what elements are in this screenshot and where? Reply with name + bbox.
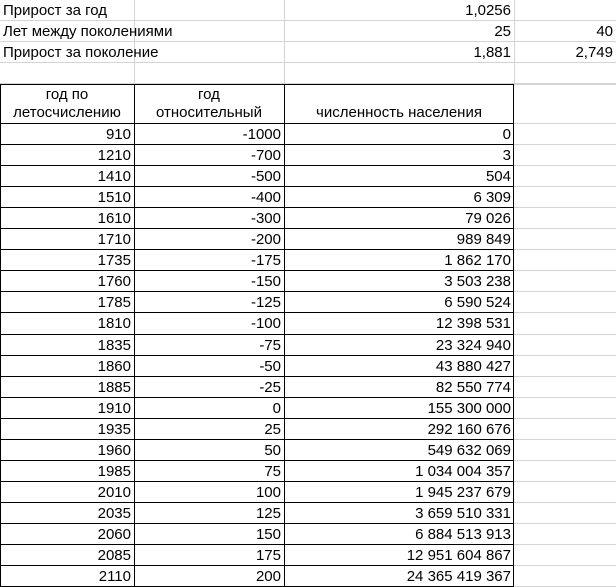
cell-population[interactable]: 43 880 427 (435, 358, 511, 375)
table-border-h (0, 249, 514, 250)
cell-relative-year[interactable]: 100 (255, 484, 281, 501)
table-border-h (0, 334, 514, 335)
gridline-h (514, 523, 616, 524)
table-border-v (284, 84, 285, 587)
table-border-h (0, 460, 514, 461)
cell-population[interactable]: 3 (502, 147, 511, 164)
table-border-h (0, 123, 514, 124)
column-header-year[interactable] (0, 86, 134, 124)
table-border-v (134, 84, 135, 587)
cell-population[interactable]: 24 365 419 367 (406, 568, 511, 585)
param-value[interactable]: 1,881 (473, 44, 511, 61)
column-header-relative[interactable] (134, 86, 284, 124)
gridline-h (514, 460, 616, 461)
cell-year[interactable]: 1710 (97, 231, 131, 248)
table-border-h (0, 565, 514, 566)
cell-relative-year[interactable]: 50 (264, 442, 281, 459)
table-border-h (0, 312, 514, 313)
cell-year[interactable]: 1210 (97, 147, 131, 164)
cell-year[interactable]: 1935 (97, 421, 131, 438)
cell-year[interactable]: 910 (105, 126, 131, 143)
cell-relative-year[interactable]: 0 (272, 400, 281, 417)
cell-year[interactable]: 2110 (98, 568, 131, 585)
table-border-h (0, 270, 514, 271)
cell-relative-year[interactable]: 75 (264, 463, 281, 480)
gridline-h (514, 144, 616, 145)
cell-year[interactable]: 1610 (97, 210, 131, 227)
cell-population[interactable]: 1 034 004 357 (415, 463, 511, 480)
cell-population[interactable]: 989 849 (456, 231, 511, 248)
gridline-h (514, 228, 616, 229)
cell-year[interactable]: 1985 (97, 463, 131, 480)
column-header-line: год (198, 86, 220, 103)
column-header-population[interactable] (284, 86, 514, 124)
cell-relative-year[interactable]: 200 (255, 568, 281, 585)
cell-year[interactable]: 1510 (97, 189, 131, 206)
column-header-line: год по (45, 86, 89, 103)
cell-year[interactable]: 2060 (97, 526, 131, 543)
cell-population[interactable]: 79 026 (465, 210, 511, 227)
gridline-h (514, 334, 616, 335)
gridline-h (514, 565, 616, 566)
gridline-h (514, 397, 616, 398)
cell-year[interactable]: 1785 (97, 294, 131, 311)
gridline-h (514, 249, 616, 250)
cell-population[interactable]: 12 951 604 867 (406, 547, 511, 564)
table-border-h (0, 502, 514, 503)
param-label[interactable]: Прирост за поколение (3, 44, 159, 61)
cell-relative-year[interactable]: -50 (259, 358, 281, 375)
cell-population[interactable]: 3 503 238 (444, 273, 511, 290)
gridline-h (514, 123, 616, 124)
cell-year[interactable]: 2035 (97, 505, 131, 522)
cell-population[interactable]: 1 862 170 (444, 252, 511, 269)
cell-population[interactable]: 6 309 (473, 189, 511, 206)
param-value[interactable]: 25 (494, 23, 511, 40)
cell-year[interactable]: 1410 (97, 168, 131, 185)
cell-population[interactable]: 1 945 237 679 (415, 484, 511, 501)
column-header-line: летосчислению (13, 104, 121, 121)
gridline-h (514, 355, 616, 356)
table-border-h (0, 165, 514, 166)
table-border-h (0, 84, 514, 85)
gridline-h (514, 291, 616, 292)
cell-year[interactable]: 1960 (97, 442, 131, 459)
param-value[interactable]: 1,0256 (465, 2, 511, 19)
cell-population[interactable]: 3 659 510 331 (415, 505, 511, 522)
cell-year[interactable]: 2085 (97, 547, 131, 564)
cell-relative-year[interactable]: -100 (250, 315, 281, 332)
cell-year[interactable]: 2010 (97, 484, 131, 501)
table-border-h (0, 481, 514, 482)
table-border-h (0, 207, 514, 208)
gridline-h (514, 84, 616, 85)
cell-population[interactable]: 23 324 940 (435, 337, 511, 354)
gridline-h (514, 481, 616, 482)
cell-relative-year[interactable]: -200 (250, 231, 281, 248)
cell-population[interactable]: 12 398 531 (435, 315, 511, 332)
gridline-h (514, 270, 616, 271)
cell-relative-year[interactable]: 125 (255, 505, 281, 522)
cell-relative-year[interactable]: -400 (250, 189, 281, 206)
table-border-v (0, 84, 1, 587)
table-border-h (0, 376, 514, 377)
cell-relative-year[interactable]: -1000 (242, 126, 281, 143)
cell-relative-year[interactable]: -125 (250, 294, 281, 311)
table-border-h (0, 186, 514, 187)
cell-relative-year[interactable]: -300 (250, 210, 281, 227)
cell-year[interactable]: 1835 (97, 337, 131, 354)
table-border-h (0, 397, 514, 398)
table-border-h (0, 523, 514, 524)
table-border-h (0, 291, 514, 292)
table-border-h (0, 144, 514, 145)
gridline-h (514, 439, 616, 440)
cell-year[interactable]: 1810 (97, 315, 131, 332)
table-border-h (0, 418, 514, 419)
cell-population[interactable]: 6 884 513 913 (415, 526, 511, 543)
cell-population[interactable]: 82 550 774 (435, 379, 511, 396)
table-border-h (0, 355, 514, 356)
cell-population[interactable]: 6 590 524 (444, 294, 511, 311)
gridline-h (514, 544, 616, 545)
column-header-line: численность населения (316, 104, 482, 121)
cell-relative-year[interactable]: -700 (250, 147, 281, 164)
param-value-alt[interactable]: 2,749 (575, 44, 613, 61)
param-label[interactable]: Лет между поколениями (3, 23, 173, 40)
cell-year[interactable]: 1760 (97, 273, 131, 290)
cell-relative-year[interactable]: -500 (250, 168, 281, 185)
cell-relative-year[interactable]: -75 (259, 337, 281, 354)
cell-year[interactable]: 1885 (97, 379, 131, 396)
table-border-v (513, 84, 514, 587)
column-header-line (284, 86, 514, 104)
gridline-h (514, 502, 616, 503)
param-value-alt[interactable] (514, 0, 616, 21)
table-border-h (0, 439, 514, 440)
column-header-line: относительный (156, 104, 262, 121)
gridline-h (514, 207, 616, 208)
gridline-h (514, 312, 616, 313)
cell-population[interactable]: 292 160 676 (427, 421, 511, 438)
cell-year[interactable]: 1735 (97, 252, 131, 269)
cell-relative-year[interactable]: 150 (255, 526, 281, 543)
cell-population[interactable]: 549 632 069 (427, 442, 511, 459)
cell-relative-year[interactable]: 25 (264, 421, 281, 438)
cell-relative-year[interactable]: -150 (250, 273, 281, 290)
cell-relative-year[interactable]: -25 (259, 379, 281, 396)
gridline-h (514, 165, 616, 166)
cell-year[interactable]: 1860 (97, 358, 131, 375)
cell-population[interactable]: 155 300 000 (427, 400, 511, 417)
param-value-alt[interactable]: 40 (596, 23, 613, 40)
param-label[interactable]: Прирост за год (3, 2, 108, 19)
gridline-h (514, 186, 616, 187)
cell-year[interactable]: 1910 (97, 400, 131, 417)
cell-population[interactable]: 504 (485, 168, 511, 185)
gridline-h (514, 418, 616, 419)
table-border-h (0, 544, 514, 545)
cell-relative-year[interactable]: 175 (255, 547, 281, 564)
cell-population[interactable]: 0 (502, 126, 511, 143)
table-border-h (0, 228, 514, 229)
gridline-h (514, 376, 616, 377)
cell-relative-year[interactable]: -175 (250, 252, 281, 269)
